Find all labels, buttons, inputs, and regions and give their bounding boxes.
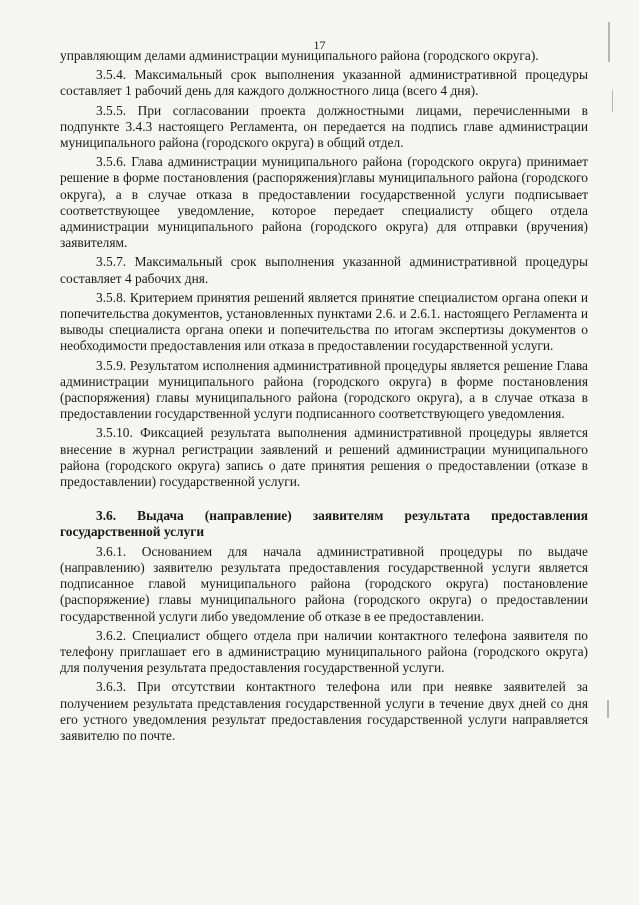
paragraph-3-6-1: 3.6.1. Основанием для начала административной процедуры по выдаче (направлению) заявителю результата предоставления государственной услуги является подписанное главой муниципального района (городского округа) постановление (распоряжение) главы муниципального района (городского округа) о предоставлении государственной услуги либо уведомление об отказе в ее предоставлении.: [60, 543, 588, 624]
paragraph-3-5-5: 3.5.5. При согласовании проекта должностными лицами, перечисленными в подпункте 3.4.3 настоящего Регламента, он передается на подпись главе администрации муниципального района (городского округа) в общий отдел.: [60, 102, 588, 151]
scan-artifact: [612, 90, 613, 112]
page-number: 17: [313, 38, 326, 52]
paragraph-continuation: управляющим делами администрации муниципального района (городского округа).: [60, 48, 539, 63]
paragraph-3-5-10: 3.5.10. Фиксацией результата выполнения административной процедуры является внесение в журнал регистрации заявлений и решений администрации муниципального района (городского округа) запись о дате принятия решения о предоставлении (отказе в предоставлении) государственной услуги.: [60, 425, 588, 490]
paragraph-3-5-4: 3.5.4. Максимальный срок выполнения указанной административной процедуры составляет 1 рабочий день для каждого должностного лица (всего 4 дня).: [60, 67, 588, 99]
paragraph-3-5-6: 3.5.6. Глава администрации муниципального района (городского округа) принимает решение в форме постановления (распоряжения)главы муниципального района (городского округа), а в случае отказа в предоставлении государственной услуги подписывает соответствующее уведомление, которое передает специалисту общего отдела администрации муниципального района (городского округа) для отправки (вручения) заявителям.: [60, 154, 588, 251]
scan-artifact: [607, 700, 609, 718]
paragraph-3-6-2: 3.6.2. Специалист общего отдела при наличии контактного телефона заявителя по телефону приглашает его в администрацию муниципального района (городского округа) для получения результата предоставления государственной услуги.: [60, 627, 588, 676]
paragraph-3-5-7: 3.5.7. Максимальный срок выполнения указанной административной процедуры составляет 4 рабочих дня.: [60, 254, 588, 286]
paragraph-3-5-8: 3.5.8. Критерием принятия решений является принятие специалистом органа опеки и попечительства документов, установленных пунктами 2.6. и 2.6.1. настоящего Регламента и выводы специалиста органа опеки и попечительства по итогам экспертизы документов о необходимости предоставления или отказа в предоставлении государственной услуги.: [60, 289, 588, 354]
section-heading-3-6: 3.6. Выдача (направление) заявителям результата предоставления государственной услуги: [60, 508, 588, 540]
paragraph-3-6-3: 3.6.3. При отсутствии контактного телефона или при неявке заявителей за получением результата представления государственной услуги в течение двух дней со дня его устного уведомления результат предоставления государственной услуги направляется заявителю по почте.: [60, 679, 588, 743]
paragraph-3-5-9: 3.5.9. Результатом исполнения административной процедуры является решение Глава администрации муниципального района (городского округа) в форме постановления (распоряжения) главы муниципального района (городского округа), а в случае отказа в предоставлении государственной услуги подписанного соответствующего уведомления.: [60, 357, 588, 422]
document-body: [60, 48, 588, 747]
